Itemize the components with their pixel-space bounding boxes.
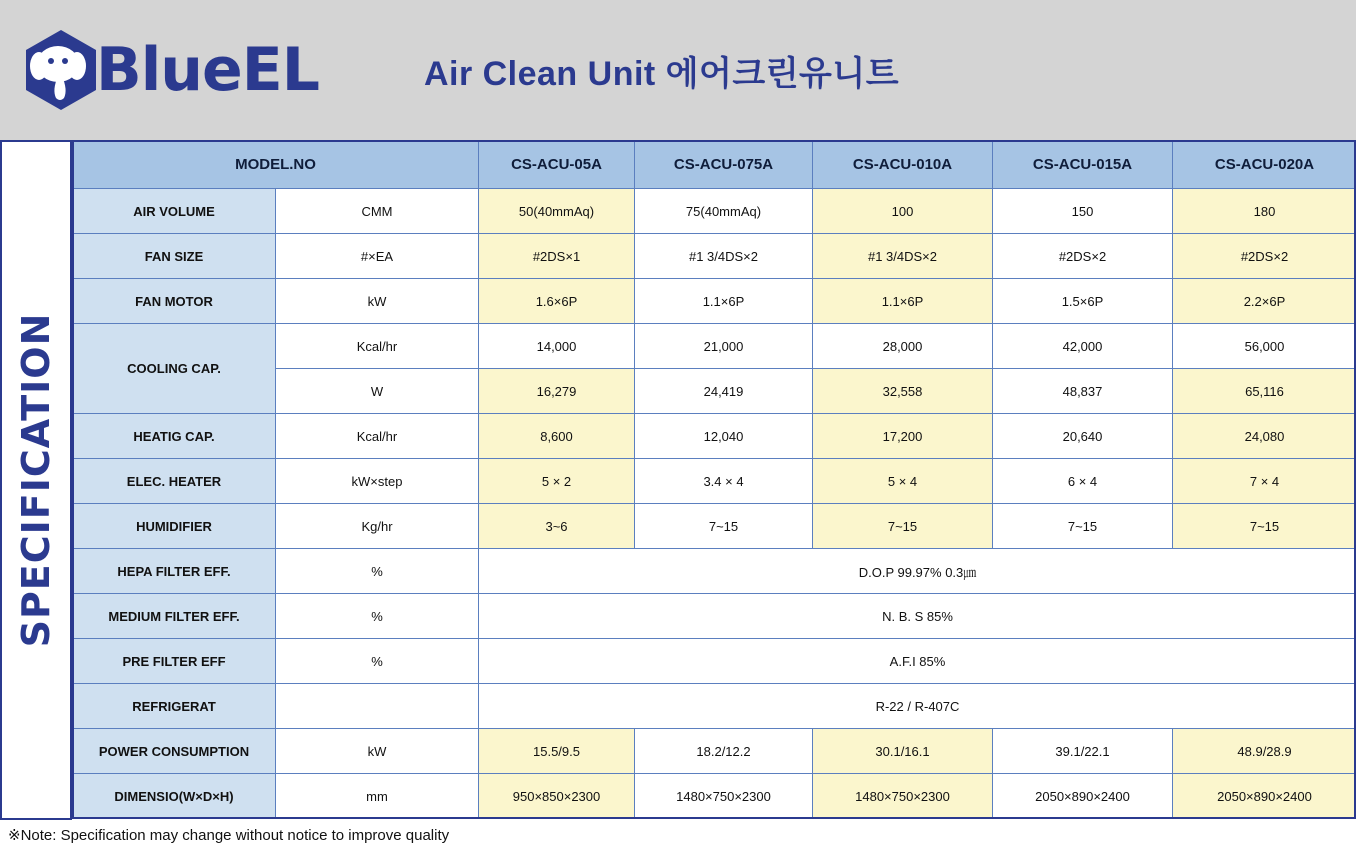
cell-value: 1480×750×2300: [635, 774, 813, 819]
header-model-0: CS-ACU-05A: [479, 141, 635, 189]
header-model-2: CS-ACU-010A: [813, 141, 993, 189]
cell-value: 5 × 4: [813, 459, 993, 504]
cell-value: 2.2×6P: [1173, 279, 1356, 324]
cell-value: 1480×750×2300: [813, 774, 993, 819]
cell-value: 7~15: [1173, 504, 1356, 549]
table-row: [73, 774, 1356, 819]
cell-value: 100: [813, 189, 993, 234]
cell-value: 150: [993, 189, 1173, 234]
row-unit: mm: [276, 774, 479, 819]
table-row: [73, 684, 1356, 729]
table-row: [73, 639, 1356, 684]
row-unit: %: [276, 549, 479, 594]
specification-side-bar: [0, 140, 72, 820]
table-row: [73, 279, 1356, 324]
cell-value: #1 3/4DS×2: [813, 234, 993, 279]
cell-value: 180: [1173, 189, 1356, 234]
row-label: HUMIDIFIER: [73, 504, 276, 549]
page-header: [0, 0, 1356, 140]
row-unit: CMM: [276, 189, 479, 234]
row-span-value: N. B. S 85%: [479, 594, 1356, 639]
row-label: ELEC. HEATER: [73, 459, 276, 504]
cell-value: 5 × 2: [479, 459, 635, 504]
row-label: HEPA FILTER EFF.: [73, 549, 276, 594]
cell-value: 6 × 4: [993, 459, 1173, 504]
cell-value: 17,200: [813, 414, 993, 459]
row-label: FAN MOTOR: [73, 279, 276, 324]
cell-value: #1 3/4DS×2: [635, 234, 813, 279]
cell-value: 21,000: [635, 324, 813, 369]
cell-value: 1.1×6P: [813, 279, 993, 324]
cell-value: 28,000: [813, 324, 993, 369]
cell-value: 2050×890×2400: [993, 774, 1173, 819]
cell-value: #2DS×1: [479, 234, 635, 279]
cell-value: 39.1/22.1: [993, 729, 1173, 774]
row-label: COOLING CAP.: [73, 324, 276, 414]
brand-name: BlueEL: [96, 35, 319, 105]
cell-value: 7~15: [635, 504, 813, 549]
cell-value: 1.1×6P: [635, 279, 813, 324]
cell-value: 7~15: [993, 504, 1173, 549]
table-row: [73, 549, 1356, 594]
header-model-no: MODEL.NO: [73, 141, 479, 189]
row-label: PRE FILTER EFF: [73, 639, 276, 684]
table-row: [73, 414, 1356, 459]
row-label: AIR VOLUME: [73, 189, 276, 234]
row-unit: %: [276, 594, 479, 639]
specification-table-wrap: [72, 140, 1356, 819]
row-label: POWER CONSUMPTION: [73, 729, 276, 774]
row-span-value: R-22 / R-407C: [479, 684, 1356, 729]
table-body: [73, 189, 1356, 819]
cell-value: 3~6: [479, 504, 635, 549]
cell-value: 30.1/16.1: [813, 729, 993, 774]
row-unit: kW: [276, 729, 479, 774]
row-span-value: A.F.I 85%: [479, 639, 1356, 684]
cell-value: 65,116: [1173, 369, 1356, 414]
table-row: [73, 459, 1356, 504]
cell-value: 48,837: [993, 369, 1173, 414]
cell-value: 8,600: [479, 414, 635, 459]
cell-value: 3.4 × 4: [635, 459, 813, 504]
row-unit: W: [276, 369, 479, 414]
row-unit: [276, 684, 479, 729]
table-header-row: [73, 141, 1356, 189]
footer-note: ※Note: Specification may change without notice to improve quality: [8, 827, 450, 844]
table-row: [73, 234, 1356, 279]
cell-value: 2050×890×2400: [1173, 774, 1356, 819]
table-row: [73, 189, 1356, 234]
cell-value: 7~15: [813, 504, 993, 549]
row-unit: kW×step: [276, 459, 479, 504]
specification-table: [72, 140, 1356, 819]
cell-value: 56,000: [1173, 324, 1356, 369]
header-model-4: CS-ACU-020A: [1173, 141, 1356, 189]
cell-value: 50(40mmAq): [479, 189, 635, 234]
elephant-hexagon-logo-icon: [22, 28, 100, 112]
cell-value: 15.5/9.5: [479, 729, 635, 774]
row-unit: Kg/hr: [276, 504, 479, 549]
row-unit: Kcal/hr: [276, 324, 479, 369]
row-label: REFRIGERAT: [73, 684, 276, 729]
cell-value: 12,040: [635, 414, 813, 459]
table-row: [73, 729, 1356, 774]
cell-value: #2DS×2: [993, 234, 1173, 279]
cell-value: 24,419: [635, 369, 813, 414]
table-row: [73, 594, 1356, 639]
cell-value: 1.6×6P: [479, 279, 635, 324]
cell-value: 16,279: [479, 369, 635, 414]
row-unit: %: [276, 639, 479, 684]
cell-value: 75(40mmAq): [635, 189, 813, 234]
row-unit: #×EA: [276, 234, 479, 279]
cell-value: 24,080: [1173, 414, 1356, 459]
row-unit: kW: [276, 279, 479, 324]
page-title: Air Clean Unit 에어크린유니트: [423, 54, 900, 93]
row-label: MEDIUM FILTER EFF.: [73, 594, 276, 639]
brand-logo: [22, 28, 319, 112]
cell-value: 48.9/28.9: [1173, 729, 1356, 774]
cell-value: 1.5×6P: [993, 279, 1173, 324]
cell-value: 18.2/12.2: [635, 729, 813, 774]
row-span-value: D.O.P 99.97% 0.3㎛: [479, 549, 1356, 594]
row-unit: Kcal/hr: [276, 414, 479, 459]
cell-value: 42,000: [993, 324, 1173, 369]
cell-value: 7 × 4: [1173, 459, 1356, 504]
cell-value: #2DS×2: [1173, 234, 1356, 279]
cell-value: 20,640: [993, 414, 1173, 459]
specification-label: SPECIFICATION: [14, 312, 58, 648]
row-label: DIMENSIO(W×D×H): [73, 774, 276, 819]
row-label: FAN SIZE: [73, 234, 276, 279]
row-label: HEATIG CAP.: [73, 414, 276, 459]
cell-value: 950×850×2300: [479, 774, 635, 819]
header-model-3: CS-ACU-015A: [993, 141, 1173, 189]
table-row: [73, 504, 1356, 549]
table-row: [73, 324, 1356, 369]
cell-value: 32,558: [813, 369, 993, 414]
header-model-1: CS-ACU-075A: [635, 141, 813, 189]
cell-value: 14,000: [479, 324, 635, 369]
